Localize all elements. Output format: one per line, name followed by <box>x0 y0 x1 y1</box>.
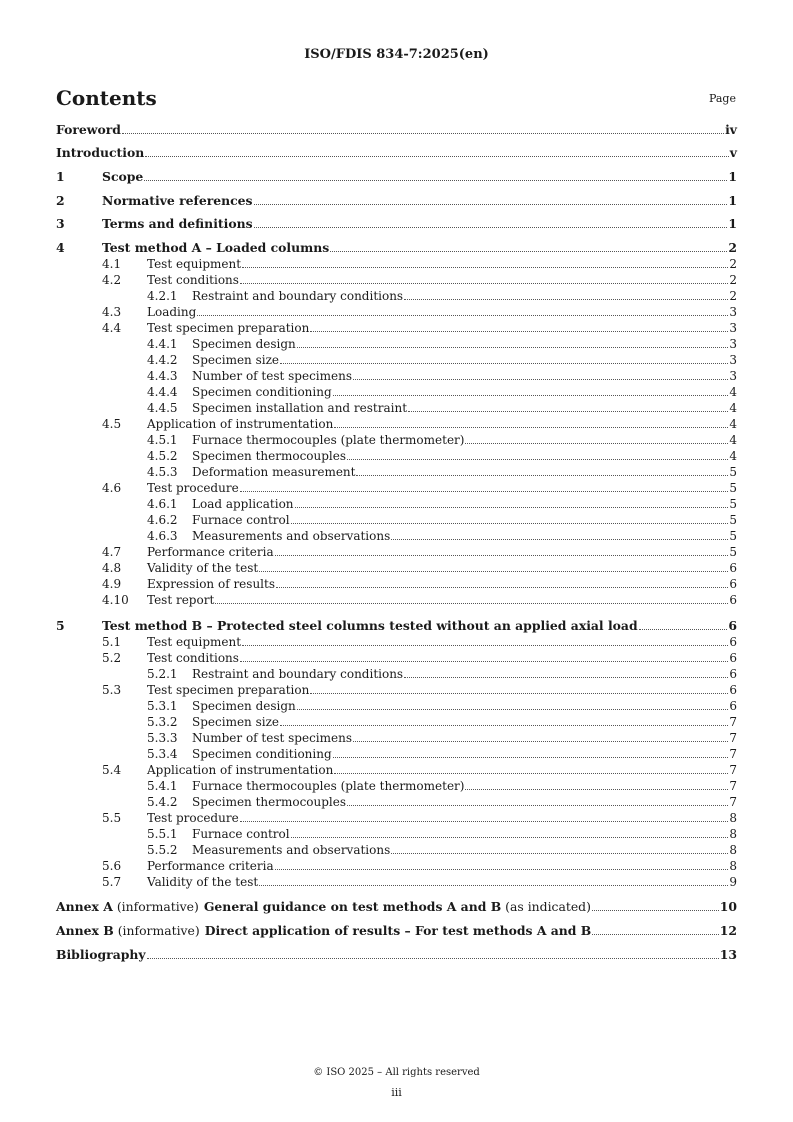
toc-entry-title: Specimen thermocouples <box>192 795 347 809</box>
dot-leader <box>240 820 729 822</box>
toc-entry-title: Furnace thermocouples (plate thermometer) <box>192 779 465 793</box>
toc-entry-number: 5.5.2 <box>147 843 178 857</box>
dot-leader <box>240 490 729 492</box>
toc-entry-title: Test procedure <box>147 481 239 495</box>
toc-entry-number: 5.5.1 <box>147 827 178 841</box>
toc-entry-page: v <box>729 145 737 160</box>
toc-entry-page: 6 <box>729 683 737 697</box>
dot-leader <box>280 362 728 364</box>
annex-label: Annex A <box>56 899 113 914</box>
toc-entry-page: 12 <box>719 923 737 938</box>
dot-leader <box>275 868 729 870</box>
dot-leader <box>333 756 729 758</box>
toc-entry[interactable] <box>56 923 737 939</box>
toc-entry[interactable] <box>56 352 737 368</box>
dot-leader <box>404 298 728 300</box>
toc-entry-title: Test equipment <box>147 257 242 271</box>
toc-entry-title: Deformation measurement <box>192 465 356 479</box>
dot-leader <box>145 155 729 157</box>
toc-entry-number: 4.4.1 <box>147 337 178 351</box>
toc-entry[interactable] <box>56 682 737 698</box>
toc-entry-title: Loading <box>147 305 197 319</box>
dot-leader <box>334 772 728 774</box>
toc-entry-title: Scope <box>102 169 144 184</box>
toc-entry-title: Application of instrumentation <box>147 417 334 431</box>
toc-entry-number: 4.6.3 <box>147 529 178 543</box>
toc-entry-number: 5.2 <box>102 651 122 665</box>
toc-entry-number: 2 <box>56 193 65 208</box>
toc-entry-page: 7 <box>729 715 737 729</box>
dot-leader <box>276 586 728 588</box>
page-title: Contents <box>56 86 157 110</box>
toc-entry-title: Specimen thermocouples <box>192 449 347 463</box>
toc-entry-page: 1 <box>728 169 737 184</box>
dot-leader <box>592 933 719 935</box>
dot-leader <box>353 378 728 380</box>
toc-entry-number: 4.4.4 <box>147 385 178 399</box>
dot-leader <box>297 708 729 710</box>
dot-leader <box>280 724 728 726</box>
toc-entry[interactable] <box>56 826 737 842</box>
toc-entry[interactable] <box>56 122 737 138</box>
toc-entry-title: Restraint and boundary conditions <box>192 667 404 681</box>
toc-entry[interactable] <box>56 794 737 810</box>
toc-entry-page: 7 <box>729 795 737 809</box>
toc-entry-title: Test method A – Loaded columns <box>102 240 330 255</box>
toc-entry[interactable] <box>56 666 737 682</box>
toc-entry-page: 4 <box>729 433 737 447</box>
toc-entry[interactable] <box>56 858 737 874</box>
toc-entry-title: Specimen design <box>192 699 296 713</box>
toc-entry-title: Expression of results <box>147 577 275 591</box>
toc-entry-number: 4 <box>56 240 65 255</box>
toc-entry-page: 6 <box>729 699 737 713</box>
toc-entry-page: 5 <box>729 513 737 527</box>
toc-entry-number: 4.5 <box>102 417 122 431</box>
toc-entry[interactable] <box>56 145 737 161</box>
dot-leader <box>408 410 728 412</box>
dot-leader <box>242 644 728 646</box>
toc-entry-number: 4.5.3 <box>147 465 178 479</box>
toc-entry-title: Specimen installation and restraint <box>192 401 408 415</box>
toc-entry-page: 4 <box>729 417 737 431</box>
toc-entry-page: 10 <box>719 899 737 914</box>
dot-leader <box>465 442 728 444</box>
toc-entry-number: 4.4 <box>102 321 122 335</box>
toc-entry-title: Furnace control <box>192 513 290 527</box>
toc-entry-number: 5.6 <box>102 859 122 873</box>
toc-entry[interactable] <box>56 730 737 746</box>
toc-entry-page: 2 <box>729 273 737 287</box>
toc-entry-title: Furnace thermocouples (plate thermometer) <box>192 433 465 447</box>
toc-entry-number: 5.3.1 <box>147 699 178 713</box>
toc-entry[interactable] <box>56 634 737 650</box>
toc-entry-title: Test procedure <box>147 811 239 825</box>
toc-entry-title: Measurements and observations <box>192 843 391 857</box>
toc-entry-number: 4.8 <box>102 561 122 575</box>
toc-entry[interactable] <box>56 416 737 432</box>
toc-entry-page: iv <box>725 122 737 137</box>
toc-entry-page: 13 <box>719 947 737 962</box>
toc-entry-number: 4.1 <box>102 257 122 271</box>
annex-qualifier: (informative) <box>116 899 199 914</box>
toc-entry-page: 4 <box>729 401 737 415</box>
toc-entry[interactable] <box>56 432 737 448</box>
toc-entry-number: 4.7 <box>102 545 122 559</box>
toc-entry-number: 4.9 <box>102 577 122 591</box>
toc-entry-number: 4.6 <box>102 481 122 495</box>
dot-leader <box>275 554 729 556</box>
toc-entry-page: 8 <box>729 827 737 841</box>
dot-leader <box>297 346 729 348</box>
toc-entry[interactable] <box>56 618 737 634</box>
toc-entry[interactable] <box>56 400 737 416</box>
toc-entry-page: 5 <box>729 529 737 543</box>
toc-entry-suffix: (as indicated) <box>505 899 591 914</box>
toc-entry[interactable] <box>56 698 737 714</box>
toc-entry-title: Test conditions <box>147 651 239 665</box>
toc-entry-number: 4.4.2 <box>147 353 178 367</box>
toc-entry-page: 5 <box>729 545 737 559</box>
toc-entry[interactable] <box>56 842 737 858</box>
toc-entry-number: 4.5.1 <box>147 433 178 447</box>
toc-entry[interactable] <box>56 256 737 272</box>
toc-entry[interactable] <box>56 272 737 288</box>
toc-entry-number: 5.3.3 <box>147 731 178 745</box>
toc-entry-page: 6 <box>729 561 737 575</box>
toc-entry-title: General guidance on test methods A and B <box>203 899 502 914</box>
toc-entry-page: 3 <box>729 337 737 351</box>
dot-leader <box>259 570 728 572</box>
toc-entry-number: 5.7 <box>102 875 122 889</box>
toc-entry[interactable] <box>56 169 737 185</box>
toc-entry-title: Specimen size <box>192 715 280 729</box>
dot-leader <box>592 909 719 911</box>
dot-leader <box>144 179 727 181</box>
toc-entry[interactable] <box>56 899 737 915</box>
toc-entry-number: 4.6.1 <box>147 497 178 511</box>
toc-entry[interactable] <box>56 528 737 544</box>
toc-entry-number: 4.2.1 <box>147 289 178 303</box>
page-number: iii <box>391 1086 402 1099</box>
toc-entry[interactable] <box>56 216 737 232</box>
toc-entry[interactable] <box>56 368 737 384</box>
toc-entry[interactable] <box>56 193 737 209</box>
toc-entry-page: 2 <box>729 257 737 271</box>
toc-entry-title: Performance criteria <box>147 545 274 559</box>
toc-entry-title: Normative references <box>102 193 253 208</box>
toc-entry[interactable] <box>56 336 737 352</box>
toc-entry-number: 5.3.4 <box>147 747 178 761</box>
toc-entry-page: 6 <box>729 635 737 649</box>
dot-leader <box>240 282 728 284</box>
toc-entry[interactable] <box>56 240 737 256</box>
toc-entry[interactable] <box>56 746 737 762</box>
toc-entry-title: Test method B – Protected steel columns tested without an applied axial load <box>102 618 638 633</box>
toc-entry-page: 6 <box>729 651 737 665</box>
toc-entry[interactable] <box>56 810 737 826</box>
toc-entry[interactable] <box>56 288 737 304</box>
toc-entry-number: 4.5.2 <box>147 449 178 463</box>
toc-entry-number: 1 <box>56 169 65 184</box>
dot-leader <box>639 628 728 630</box>
toc-entry-title: Direct application of results – For test methods A and B <box>204 923 592 938</box>
toc-entry-title: Number of test specimens <box>192 369 353 383</box>
toc-entry-page: 3 <box>729 321 737 335</box>
dot-leader <box>215 602 728 604</box>
toc-entry-number: 5.5 <box>102 811 122 825</box>
toc-entry-number: 4.6.2 <box>147 513 178 527</box>
toc-entry-number: 5 <box>56 618 65 633</box>
toc-entry[interactable] <box>56 512 737 528</box>
toc-entry-title: Application of instrumentation <box>147 763 334 777</box>
toc-entry-page: 7 <box>729 747 737 761</box>
toc-entry-number: 3 <box>56 216 65 231</box>
toc-entry-title: Test report <box>147 593 215 607</box>
dot-leader <box>310 330 728 332</box>
toc-entry-page: 6 <box>729 593 737 607</box>
toc-entry[interactable] <box>56 496 737 512</box>
toc-entry-title: Validity of the test <box>147 875 259 889</box>
dot-leader <box>259 884 728 886</box>
dot-leader <box>240 660 728 662</box>
toc-entry-number: 5.4.2 <box>147 795 178 809</box>
toc-entry-page: 1 <box>728 216 737 231</box>
toc-entry[interactable] <box>56 384 737 400</box>
toc-entry-page: 5 <box>729 465 737 479</box>
toc-entry-title: Restraint and boundary conditions <box>192 289 404 303</box>
dot-leader <box>122 132 724 134</box>
dot-leader <box>197 314 728 316</box>
toc-entry[interactable] <box>56 947 737 963</box>
toc-entry-number: 4.10 <box>102 593 129 607</box>
toc-entry-page: 6 <box>728 618 737 633</box>
toc-entry-title: Specimen size <box>192 353 280 367</box>
dot-leader <box>242 266 728 268</box>
toc-entry-number: 5.4 <box>102 763 122 777</box>
toc-entry-page: 6 <box>729 577 737 591</box>
toc-entry-title: Specimen design <box>192 337 296 351</box>
dot-leader <box>254 203 728 205</box>
toc-entry-page: 1 <box>728 193 737 208</box>
toc-entry-title: Load application <box>192 497 294 511</box>
toc-entry[interactable] <box>56 448 737 464</box>
toc-entry-page: 3 <box>729 369 737 383</box>
annex-label: Annex B <box>56 923 114 938</box>
toc-entry-page: 4 <box>729 385 737 399</box>
toc-entry[interactable] <box>56 874 737 890</box>
dot-leader <box>404 676 728 678</box>
toc-entry[interactable] <box>56 778 737 794</box>
dot-leader <box>465 788 728 790</box>
toc-entry-page: 5 <box>729 497 737 511</box>
toc-entry-title: Specimen conditioning <box>192 385 332 399</box>
toc-entry-title: Test specimen preparation <box>147 321 310 335</box>
toc-entry[interactable] <box>56 304 737 320</box>
toc-entry-title: Terms and definitions <box>102 216 253 231</box>
dot-leader <box>391 852 728 854</box>
toc-entry-title: Performance criteria <box>147 859 274 873</box>
toc-entry[interactable] <box>56 762 737 778</box>
toc-entry-page: 2 <box>729 289 737 303</box>
dot-leader <box>347 804 728 806</box>
dot-leader <box>347 458 728 460</box>
dot-leader <box>291 522 729 524</box>
toc-entry-page: 4 <box>729 449 737 463</box>
dot-leader <box>295 506 729 508</box>
toc-entry-title: Test specimen preparation <box>147 683 310 697</box>
page-column-label: Page <box>708 92 736 105</box>
toc-entry-page: 7 <box>729 731 737 745</box>
toc-entry-page: 8 <box>729 811 737 825</box>
dot-leader <box>333 394 729 396</box>
toc-entry-page: 8 <box>729 859 737 873</box>
toc-entry-page: 3 <box>729 305 737 319</box>
toc-entry-title: Measurements and observations <box>192 529 391 543</box>
toc-entry-title: Introduction <box>56 145 145 160</box>
dot-leader <box>334 426 728 428</box>
toc-entry-title: Furnace control <box>192 827 290 841</box>
dot-leader <box>353 740 728 742</box>
dot-leader <box>254 226 728 228</box>
toc-entry-number: 5.4.1 <box>147 779 178 793</box>
toc-entry-title: Number of test specimens <box>192 731 353 745</box>
toc-entry-number: 4.4.5 <box>147 401 178 415</box>
toc-entry-page: 6 <box>729 667 737 681</box>
toc-entry-number: 5.3 <box>102 683 122 697</box>
toc-entry-title: Specimen conditioning <box>192 747 332 761</box>
dot-leader <box>147 957 719 959</box>
toc-entry[interactable] <box>56 544 737 560</box>
document-header: ISO/FDIS 834-7:2025(en) <box>304 47 489 62</box>
toc-entry[interactable] <box>56 576 737 592</box>
toc-entry-page: 5 <box>729 481 737 495</box>
toc-entry-number: 4.4.3 <box>147 369 178 383</box>
toc-entry-title: Validity of the test <box>147 561 259 575</box>
toc-entry-page: 9 <box>729 875 737 889</box>
toc-entry-title: Test equipment <box>147 635 242 649</box>
toc-entry[interactable] <box>56 480 737 496</box>
toc-entry-page: 8 <box>729 843 737 857</box>
toc-entry-page: 3 <box>729 353 737 367</box>
toc-entry[interactable] <box>56 592 737 608</box>
toc-entry[interactable] <box>56 650 737 666</box>
toc-entry-number: 5.3.2 <box>147 715 178 729</box>
dot-leader <box>356 474 728 476</box>
toc-entry-page: 2 <box>728 240 737 255</box>
toc-entry-title: Test conditions <box>147 273 239 287</box>
toc-entry[interactable] <box>56 320 737 336</box>
annex-qualifier: (informative) <box>117 923 200 938</box>
toc-entry[interactable] <box>56 560 737 576</box>
dot-leader <box>330 250 727 252</box>
toc-entry-number: 4.3 <box>102 305 122 319</box>
dot-leader <box>391 538 728 540</box>
toc-entry[interactable] <box>56 714 737 730</box>
toc-entry-title: Foreword <box>56 122 121 137</box>
dot-leader <box>310 692 728 694</box>
copyright-footer: © ISO 2025 – All rights reserved <box>313 1067 480 1078</box>
toc-entry-number: 4.2 <box>102 273 122 287</box>
toc-entry[interactable] <box>56 464 737 480</box>
dot-leader <box>291 836 729 838</box>
toc-entry-page: 7 <box>729 779 737 793</box>
toc-entry-number: 5.2.1 <box>147 667 178 681</box>
toc-entry-title: Bibliography <box>56 947 146 962</box>
toc-entry-number: 5.1 <box>102 635 122 649</box>
toc-entry-page: 7 <box>729 763 737 777</box>
